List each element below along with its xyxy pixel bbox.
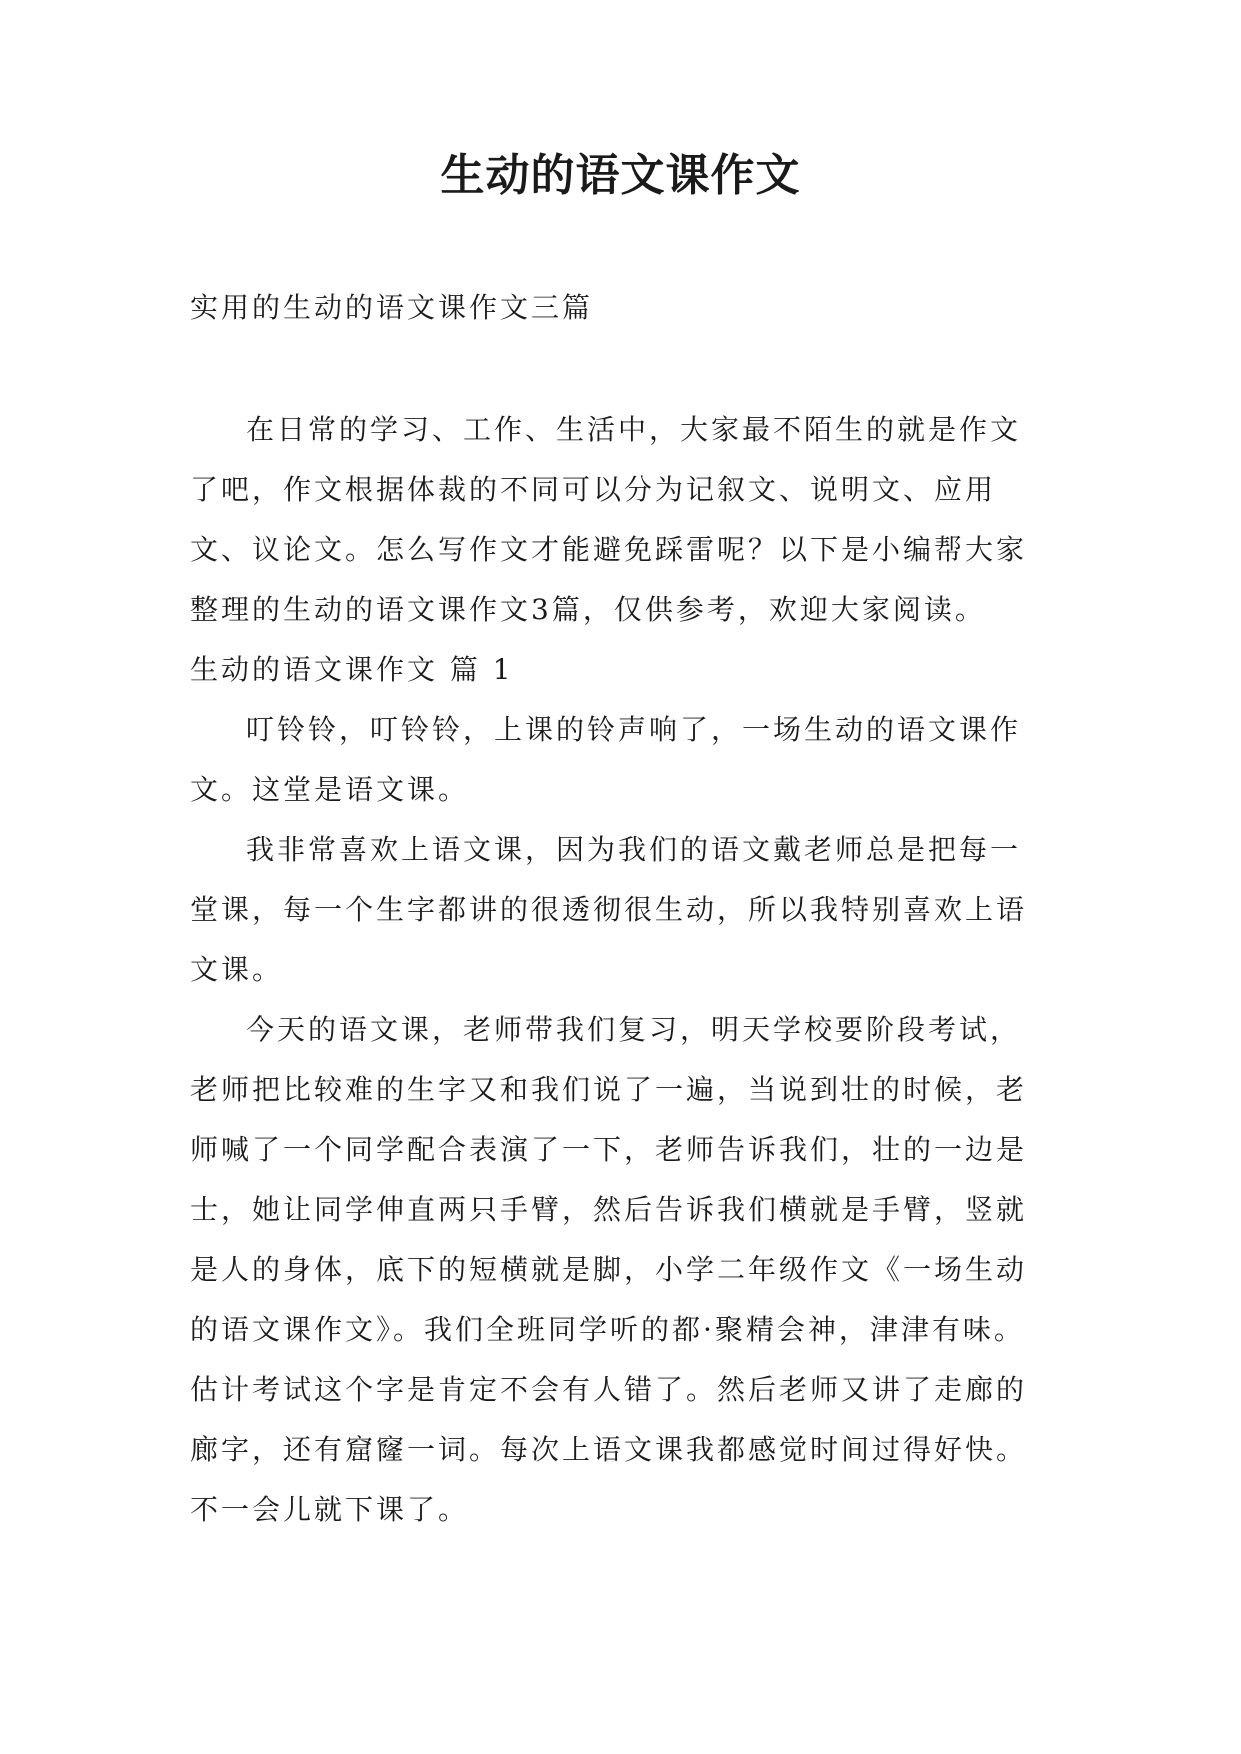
section-heading: 生动的语文课作文 篇 1 xyxy=(190,653,514,686)
body-paragraph-3: 今天的语文课，老师带我们复习，明天学校要阶段考试，老师把比较难的生字又和我们说了一遍，当说到壮的时候，老师喊了一个同学配合表演了一下，老师告诉我们，壮的一边是士，她让同学伸直两只手臂，然后告诉我们横就是手臂，竖就是人的身体，底下的短横就是脚，小学二年级作文《一场生动的语文课作文》。我们全班同学听的都·聚精会神，津津有味。估计考试这个字是肯定不会有人错了。然后老师又讲了走廊的廊字，还有窟窿一词。每次上语文课我都感觉时间过得好快。不一会儿就下课了。 xyxy=(190,1013,1028,1526)
intro-paragraph: 在日常的学习、工作、生活中，大家最不陌生的就是作文了吧，作文根据体裁的不同可以分为记叙文、说明文、应用文、议论文。怎么写作文才能避免踩雷呢？以下是小编帮大家整理的生动的语文课作文3篇，仅供参考，欢迎大家阅读。 xyxy=(190,413,1028,626)
body-paragraph-1: 叮铃铃，叮铃铃，上课的铃声响了，一场生动的语文课作文。这堂是语文课。 xyxy=(190,713,1022,806)
body-paragraph-2: 我非常喜欢上语文课，因为我们的语文戴老师总是把每一堂课，每一个生字都讲的很透彻很生动，所以我特别喜欢上语文课。 xyxy=(190,833,1028,986)
document-title: 生动的语文课作文 xyxy=(440,150,801,201)
document-body xyxy=(190,400,1050,1540)
document-subtitle: 实用的生动的语文课作文三篇 xyxy=(190,291,594,324)
